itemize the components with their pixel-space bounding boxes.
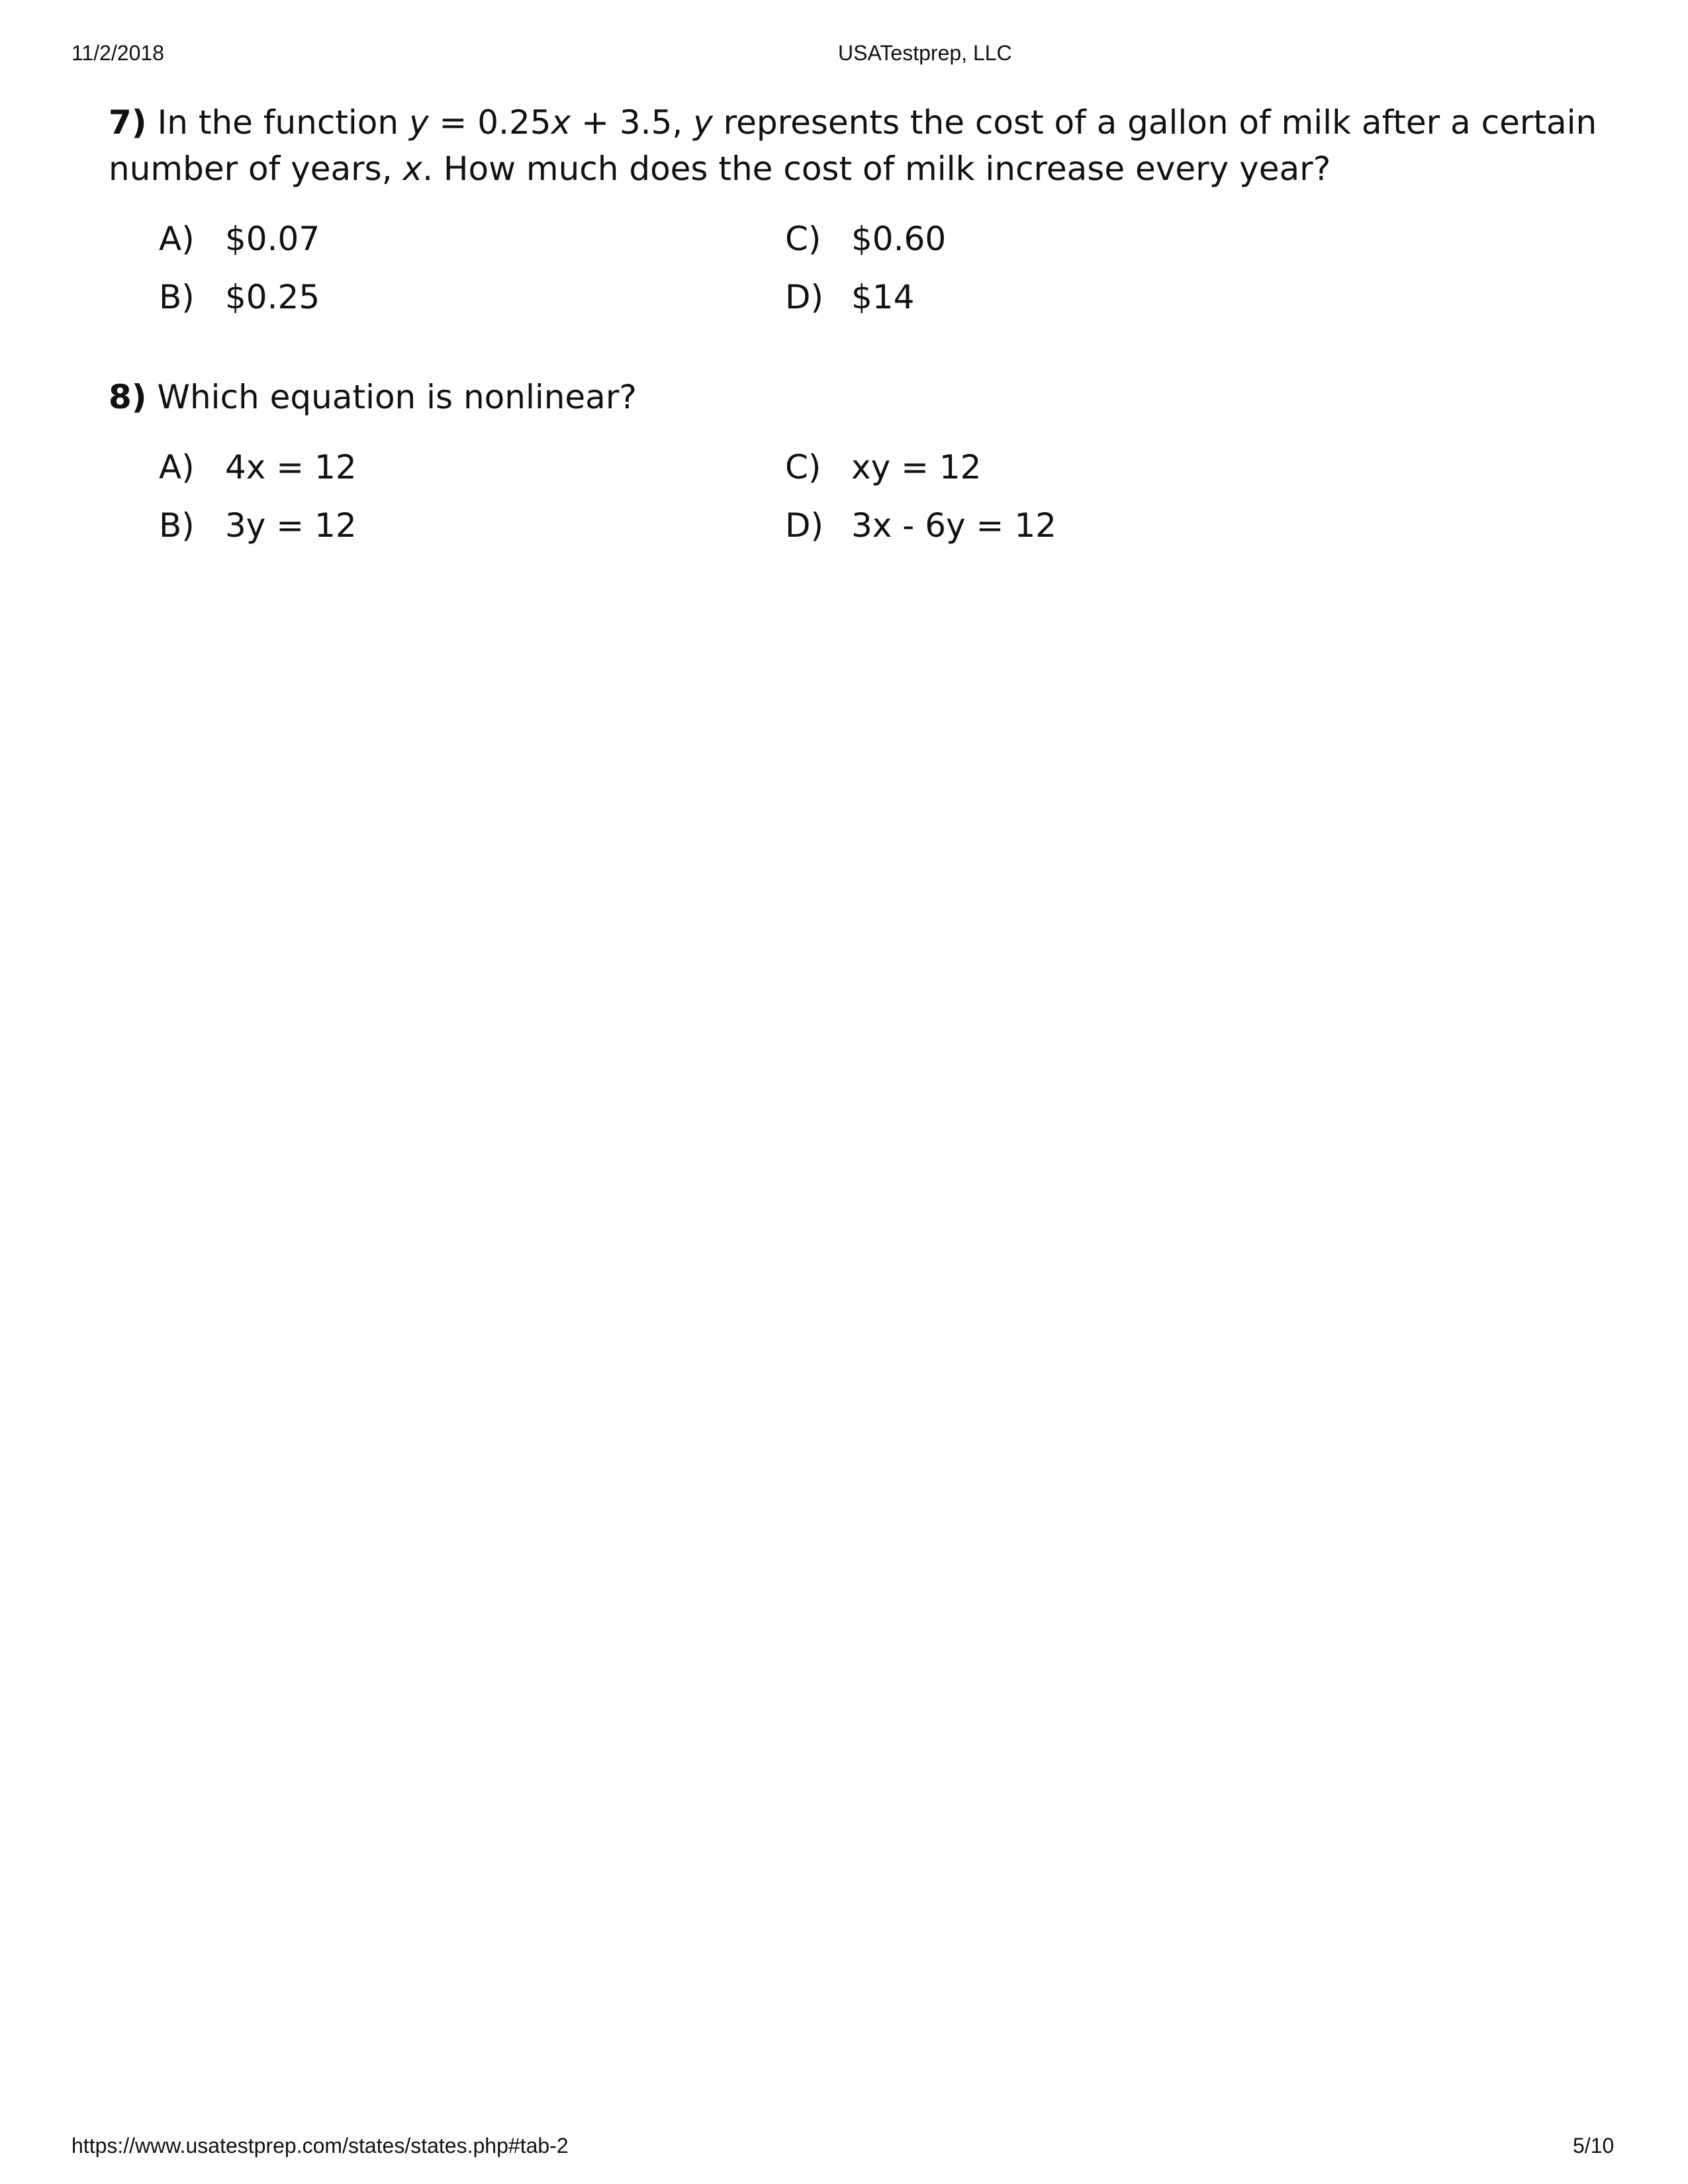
- question-7-number: 7): [109, 103, 147, 142]
- choice-a: [159, 444, 357, 490]
- choice-letter: D): [785, 278, 824, 316]
- choice-text: 3y = 12: [225, 506, 357, 545]
- choice-b: [159, 274, 320, 320]
- choice-text: $0.07: [225, 220, 320, 258]
- choice-d: [785, 502, 1056, 549]
- stem-text: number of years,: [109, 150, 403, 188]
- print-date: 11/2/2018: [71, 41, 164, 65]
- choice-a: [159, 216, 320, 262]
- page-url: https://www.usatestprep.com/states/states.php#tab-2: [71, 2134, 569, 2158]
- choice-text: xy = 12: [851, 448, 982, 486]
- choice-c: [785, 444, 981, 490]
- stem-text: = 0.25: [428, 103, 551, 142]
- choice-letter: B): [159, 506, 195, 545]
- choice-letter: D): [785, 506, 824, 545]
- page-number: 5/10: [1573, 2134, 1615, 2158]
- stem-text: Which equation is nonlinear?: [146, 378, 637, 416]
- choice-letter: B): [159, 278, 195, 316]
- question-8-number: 8): [109, 378, 147, 416]
- variable-y: y: [408, 103, 429, 142]
- stem-text: represents the cost of a gallon of milk after a certain: [712, 103, 1597, 142]
- question-8: [109, 374, 1499, 563]
- stem-text: In the function: [157, 103, 409, 142]
- print-title: USATestprep, LLC: [838, 41, 1012, 65]
- choice-text: $0.60: [851, 220, 947, 258]
- choice-text: $14: [851, 278, 915, 316]
- question-8-choices: [109, 444, 1499, 563]
- choice-text: $0.25: [225, 278, 320, 316]
- question-7: [109, 99, 1597, 335]
- question-7-stem-line-1: [109, 99, 1597, 146]
- choice-letter: C): [785, 220, 821, 258]
- stem-text: . How much does the cost of milk increase every year?: [422, 150, 1331, 188]
- choice-text: 3x - 6y = 12: [851, 506, 1056, 545]
- choice-b: [159, 502, 357, 549]
- question-8-stem: [109, 374, 1499, 420]
- variable-x: x: [551, 103, 571, 142]
- choice-d: [785, 274, 914, 320]
- choice-letter: A): [159, 448, 195, 486]
- question-7-choices: [109, 216, 1499, 335]
- choice-letter: C): [785, 448, 821, 486]
- choice-text: 4x = 12: [225, 448, 357, 486]
- stem-text: + 3.5,: [571, 103, 694, 142]
- question-7-stem-line-2: [109, 146, 1499, 192]
- variable-x: x: [402, 150, 423, 188]
- variable-y: y: [693, 103, 713, 142]
- choice-letter: A): [159, 220, 195, 258]
- choice-c: [785, 216, 946, 262]
